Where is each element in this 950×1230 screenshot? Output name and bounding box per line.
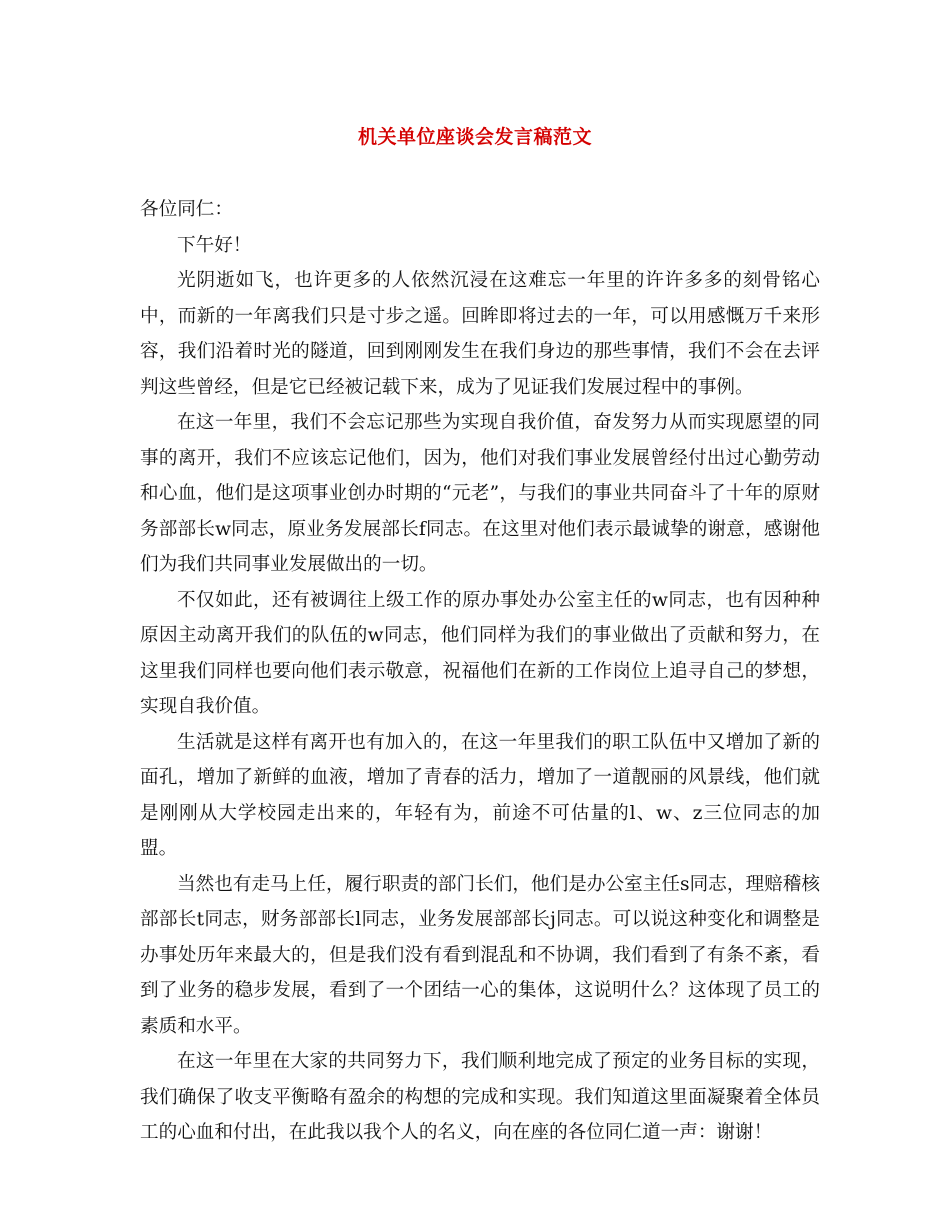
paragraph-greeting: 下午好！ <box>177 234 252 256</box>
paragraph-1: 光阴逝如飞，也许更多的人依然沉浸在这难忘一年里的许许多多的刻骨铭心中，而新的一年离我们只是寸步之遥。回眸即将过去的一年，可以用感慨万千来形容，我们沿着时光的隧道，回到刚刚发生在我们身边的那些事情，我们不会在去评判这些曾经，但是它已经被记载下来，成为了见证我们发展过程中的事例。 <box>140 270 820 398</box>
salutation: 各位同仁： <box>140 199 233 220</box>
document-title: 机关单位座谈会发言稿范文 <box>357 126 592 148</box>
paragraph-6: 在这一年里在大家的共同努力下，我们顺利地完成了预定的业务目标的实现，我们确保了收支平衡略有盈余的构想的完成和实现。我们知道这里面凝聚着全体员工的心血和付出，在此我以我个人的名义，向在座的各位同仁道一声：谢谢！ <box>140 1051 820 1143</box>
paragraph-3: 不仅如此，还有被调往上级工作的原办事处办公室主任的w同志，也有因种种原因主动离开我们的队伍的w同志，他们同样为我们的事业做出了贡献和努力，在这里我们同样也要向他们表示敬意，祝福他们在新的工作岗位上追寻自己的梦想，实现自我价值。 <box>140 589 820 717</box>
paragraph-4: 生活就是这样有离开也有加入的，在这一年里我们的职工队伍中又增加了新的面孔，增加了新鲜的血液，增加了青春的活力，增加了一道靓丽的风景线，他们就是刚刚从大学校园走出来的，年轻有为，前途不可估量的l、w、z三位同志的加盟。 <box>140 731 820 859</box>
paragraph-2: 在这一年里，我们不会忘记那些为实现自我价值，奋发努力从而实现愿望的同事的离开，我们不应该忘记他们，因为，他们对我们事业发展曾经付出过心勤劳动和心血，他们是这项事业创办时期的“元老”，与我们的事业共同奋斗了十年的原财务部部长w同志，原业务发展部长f同志。在这里对他们表示最诚挚的谢意，感谢他们为我们共同事业发展做出的一切。 <box>140 412 820 575</box>
document-body <box>140 192 820 1151</box>
paragraph-5: 当然也有走马上任，履行职责的部门长们，他们是办公室主任s同志，理赔稽核部部长t同志，财务部部长l同志，业务发展部部长j同志。可以说这种变化和调整是办事处历年来最大的，但是我们没有看到混乱和不协调，我们看到了有条不紊，看到了业务的稳步发展，看到了一个团结一心的集体，这说明什么？这体现了员工的素质和水平。 <box>140 873 820 1037</box>
